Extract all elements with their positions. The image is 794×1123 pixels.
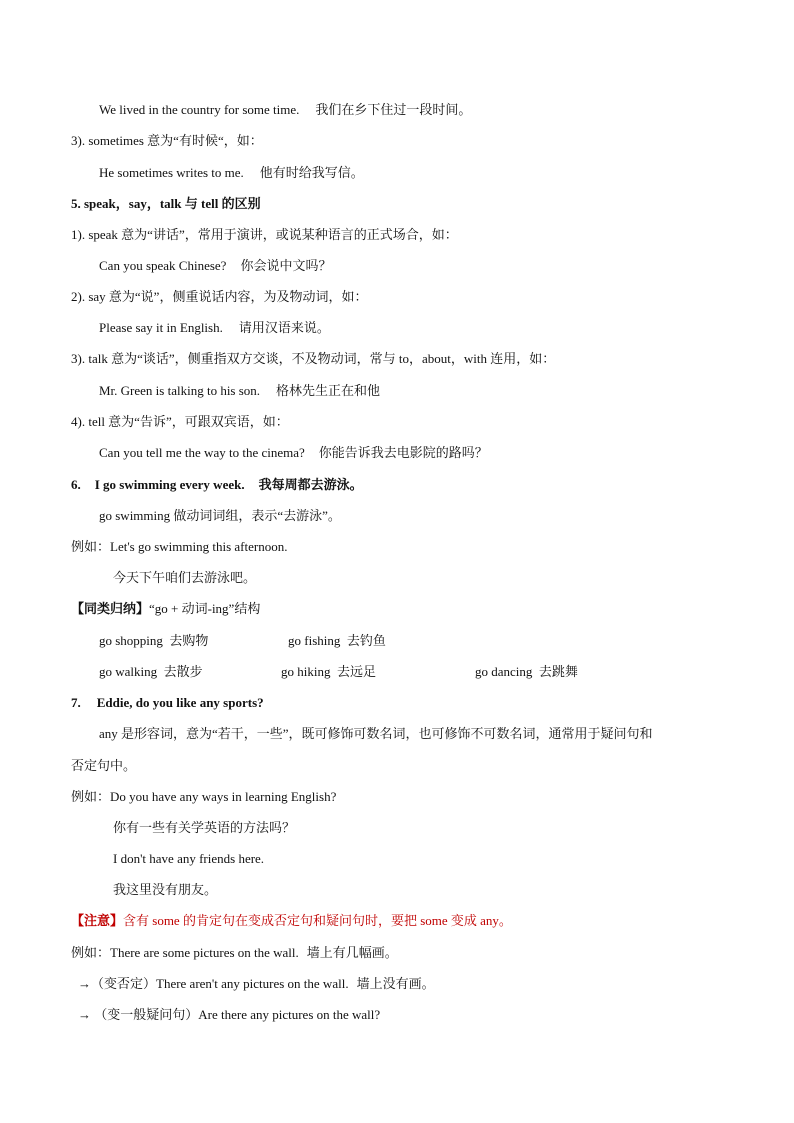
- example-translation: 我这里没有朋友。: [113, 882, 218, 897]
- phrase-zh: 去跳舞: [538, 664, 578, 679]
- example-zh: 请用汉语来说。: [238, 320, 330, 335]
- summary-tag: 【同类归纳】: [71, 601, 150, 616]
- definition-line: 1). speak 意为“讲话”，常用于演讲，或说某种语言的正式场合，如：: [71, 227, 458, 242]
- explanation-line: 否定句中。: [71, 758, 137, 773]
- example-en: →（变否定）There aren't any pictures on the wall.: [78, 976, 349, 991]
- example-translation: 你有一些有关学英语的方法吗？: [113, 820, 296, 835]
- example-sentence: [99, 382, 380, 400]
- example-sentence: [99, 101, 471, 119]
- phrase-zh: 去远足: [336, 664, 376, 679]
- section-number: 7.: [71, 695, 81, 710]
- example-zh: 墙上有几幅画。: [306, 945, 398, 960]
- phrase-en: go dancing: [475, 664, 533, 679]
- example-en: 例如：There are some pictures on the wall.: [71, 945, 299, 960]
- explanation-line: go swimming 做动词词组，表示“去游泳”。: [99, 508, 341, 523]
- example-zh: 你会说中文吗？: [240, 258, 332, 273]
- phrase-item: [281, 663, 376, 681]
- phrase-item: [475, 663, 578, 681]
- example-translation: 今天下午咱们去游泳吧。: [113, 570, 257, 585]
- explanation-line: any 是形容词，意为“若干，一些”，既可修饰可数名词，也可修饰不可数名词，通常用于疑问句和: [99, 726, 653, 741]
- example-sentence: [99, 164, 364, 182]
- example-line: [71, 944, 398, 962]
- example-en: Can you speak Chinese?: [99, 258, 227, 273]
- example-zh: 我们在乡下住过一段时间。: [315, 102, 472, 117]
- example-zh: 你能告诉我去电影院的路吗？: [318, 445, 488, 460]
- example-line: 例如：Let's go swimming this afternoon.: [71, 539, 288, 554]
- phrase-item: [99, 632, 208, 650]
- example-sentence: [99, 257, 331, 275]
- phrase-item: [288, 632, 386, 650]
- example-en: We lived in the country for some time.: [99, 102, 300, 117]
- definition-line: 2). say 意为“说”，侧重说话内容，为及物动词，如：: [71, 289, 368, 304]
- example-sentence: [99, 319, 330, 337]
- phrase-en: go walking: [99, 664, 158, 679]
- example-line: 例如：Do you have any ways in learning English?: [71, 789, 337, 804]
- example-en: Can you tell me the way to the cinema?: [99, 445, 305, 460]
- section-heading: 5. speak，say，talk 与 tell 的区别: [71, 196, 261, 211]
- phrase-zh: 去散步: [163, 664, 203, 679]
- example-en: Mr. Green is talking to his son.: [99, 383, 261, 398]
- example-zh: 墙上没有画。: [356, 976, 435, 991]
- example-zh: 格林先生正在和他: [276, 383, 381, 398]
- definition-line: 3). talk 意为“谈话”，侧重指双方交谈，不及物动词，常与 to，about，with 连用，如：: [71, 351, 556, 366]
- section-number: 6.: [71, 477, 81, 492]
- note-text: 含有 some 的肯定句在变成否定句和疑问句时，要把 some 变成 any。: [123, 913, 512, 928]
- phrase-zh: 去购物: [169, 633, 209, 648]
- phrase-zh: 去钓鱼: [346, 633, 386, 648]
- definition-line: 4). tell 意为“告诉”，可跟双宾语，如：: [71, 414, 289, 429]
- summary-text: “go + 动词-ing”结构: [149, 601, 261, 616]
- example-sentence: I don't have any friends here.: [113, 851, 265, 866]
- section-heading: [71, 476, 363, 494]
- transform-line: [78, 975, 435, 993]
- section-heading: [71, 694, 264, 712]
- example-en: Please say it in English.: [99, 320, 223, 335]
- phrase-item: [99, 663, 203, 681]
- heading-zh: 我每周都去游泳。: [258, 477, 363, 492]
- transform-line: → （变一般疑问句）Are there any pictures on the wall?: [78, 1007, 381, 1022]
- example-en: He sometimes writes to me.: [99, 165, 244, 180]
- definition-line: 3). sometimes 意为“有时候“，如：: [71, 133, 263, 148]
- note-tag: 【注意】: [71, 913, 124, 928]
- example-zh: 他有时给我写信。: [259, 165, 364, 180]
- example-sentence: [99, 444, 488, 462]
- phrase-en: go fishing: [288, 633, 341, 648]
- note-line: [71, 912, 512, 930]
- phrase-en: go shopping: [99, 633, 163, 648]
- summary-line: [71, 600, 260, 618]
- heading-en: Eddie, do you like any sports?: [96, 695, 264, 710]
- heading-en: I go swimming every week.: [94, 477, 245, 492]
- phrase-en: go hiking: [281, 664, 331, 679]
